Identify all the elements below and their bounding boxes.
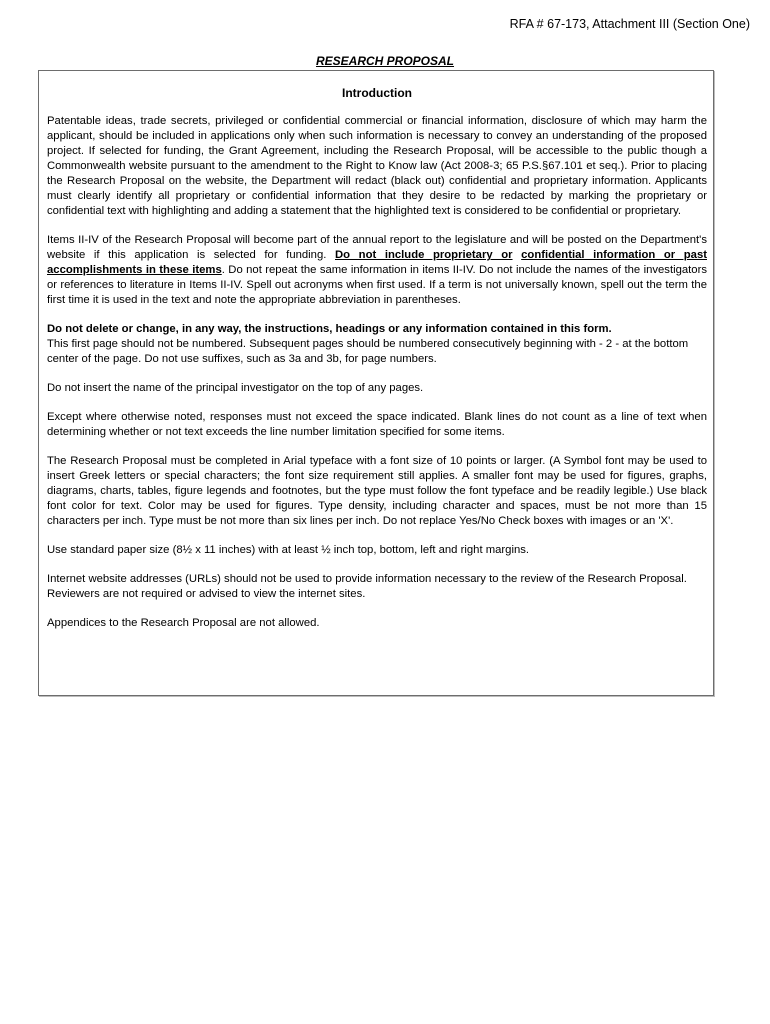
form-integrity-warning: Do not delete or change, in any way, the instructions, headings or any information contained in this form. <box>47 323 612 335</box>
confidentiality-paragraph: Patentable ideas, trade secrets, privileged or confidential commercial or financial information, disclosure of which may harm the applicant, should be included in applications only when such information is necessary to convey an understanding of the proposed project. If selected for funding, the Grant Agreement, including the Research Proposal, will be accessible to the public though a Commonwealth website pursuant to the amendment to the Right to Know law (Act 2008-3; 65 P.S.§67.101 et seq.). Prior to placing the Research Proposal on the website, the Department will redact (black out) confidential and proprietary information. Applicants must clearly identify all proprietary or confidential information that they desire to be redacted by marking the proprietary or confidential text with highlighting and adding a statement that the highlighted text is considered to be confidential or proprietary. <box>47 115 707 217</box>
paper-size-paragraph: Use standard paper size (8½ x 11 inches) with at least ½ inch top, bottom, left and right margins. <box>47 544 530 556</box>
public-report-rest: . Do not repeat the same information in items II-IV. Do not include the names of the investigators or references to literature in Items II-IV. Spell out acronyms when first used. If a term is not universally known, spell out the term the first time it is used in the text and note the appropriate abbreviation in parentheses. <box>47 264 707 306</box>
public-report-text: Items II-IV of the Research Proposal will become part of the annual report to the legislature and will be posted on the Department's website if this application is selected for funding. <box>47 234 707 261</box>
document-title: RESEARCH PROPOSAL <box>315 54 455 68</box>
investigator-name-paragraph: Do not insert the name of the principal investigator on the top of any pages. <box>47 382 424 394</box>
url-paragraph: Internet website addresses (URLs) should not be used to provide information necessary to the review of the Research Proposal. Reviewers are not required or advised to view the internet sites. <box>47 573 687 600</box>
proprietary-warning-part2: confidential information or past accomplishments in these items <box>47 249 707 276</box>
space-limit-paragraph: Except where otherwise noted, responses must not exceed the space indicated. Blank lines do not count as a line of text when determining whether or not text exceeds the line number limitation specified for some items. <box>47 411 707 438</box>
proprietary-warning-part1: Do not include proprietary or <box>335 249 513 261</box>
typeface-paragraph: The Research Proposal must be completed in Arial typeface with a font size of 10 points or larger. (A Symbol font may be used to insert Greek letters or special characters; the font size requirement still applies. A smaller font may be used for figures, graphs, diagrams, charts, tables, figure legends and footnotes, but the type must follow the font typeface and be readily legible.) Use black font color for text. Color may be used for figures. Type density, including character and spaces, must be not more than 15 characters per inch. Type must be not more than six lines per inch. Do not replace Yes/No Check boxes with images or an 'X'. <box>47 455 707 527</box>
introduction-box <box>38 70 714 696</box>
attachment-reference: RFA # 67-173, Attachment III (Section One) <box>509 17 750 31</box>
appendices-paragraph: Appendices to the Research Proposal are not allowed. <box>47 617 320 629</box>
form-integrity-paragraph <box>47 322 707 367</box>
section-heading: Introduction <box>342 86 412 100</box>
public-report-paragraph <box>47 233 707 308</box>
page-numbering-text: This first page should not be numbered. Subsequent pages should be numbered consecutively beginning with - 2 - at the bottom center of the page. Do not use suffixes, such as 3a and 3b, for page numbers. <box>47 338 689 365</box>
